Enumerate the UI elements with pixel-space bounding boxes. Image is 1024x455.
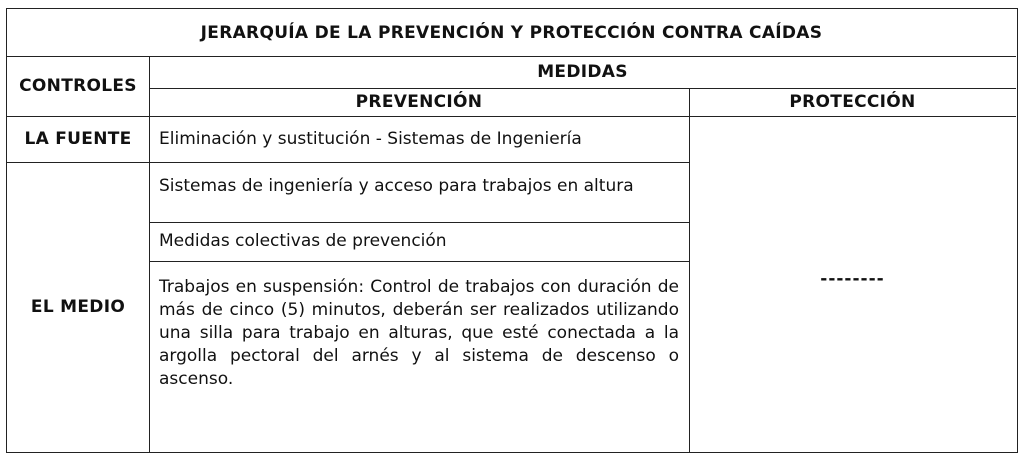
header-medidas: MEDIDAS <box>537 62 628 82</box>
control-la-fuente: LA FUENTE <box>24 129 132 149</box>
prevencion-item: Sistemas de ingeniería y acceso para trabajos en altura <box>159 176 634 196</box>
prevencion-la-fuente: Eliminación y sustitución - Sistemas de Ingeniería <box>159 128 582 149</box>
header-proteccion: PROTECCIÓN <box>789 92 916 112</box>
prevencion-item: Trabajos en suspensión: Control de trabajos con duración de más de cinco (5) minutos, deberán ser realizados utilizando una silla para trabajo en alturas, que esté conectada a la argolla pectoral del arnés y al sistema de descenso o ascenso. <box>159 277 679 389</box>
prevencion-item: Medidas colectivas de prevención <box>159 231 447 251</box>
header-prevencion: PREVENCIÓN <box>355 92 483 112</box>
control-el-medio: EL MEDIO <box>30 297 126 317</box>
table-title: JERARQUÍA DE LA PREVENCIÓN Y PROTECCIÓN CONTRA CAÍDAS <box>200 22 823 43</box>
proteccion-value: -------- <box>820 269 885 289</box>
header-controles: CONTROLES <box>19 76 137 96</box>
hierarchy-table <box>6 8 1018 453</box>
